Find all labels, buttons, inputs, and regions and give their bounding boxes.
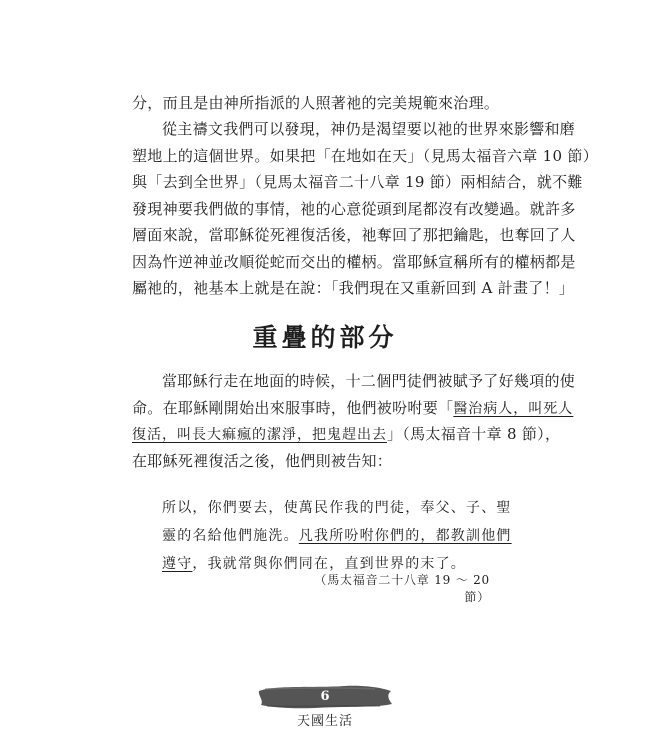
text-run: 靈的名給他們施洗。 [162, 528, 299, 544]
underlined-scripture: 復活，叫長大痲瘋的潔淨，把鬼趕出去 [132, 427, 387, 443]
text-line: 因為忤逆神並改順從蛇而交出的權柄。當耶穌宣稱所有的權柄都是 [132, 252, 576, 271]
text-line [132, 395, 574, 422]
running-footer-title: 天國生活 [296, 714, 353, 729]
text-line: 當耶穌行走在地面的時候，十二個門徒們被賦予了好幾項的使 [162, 372, 576, 390]
block-quote [162, 494, 512, 578]
paragraph-disciples [132, 368, 576, 474]
text-line: 層面來說，當耶穌從死裡復活後，祂奪回了那把鑰匙，也奪回了人 [132, 226, 576, 244]
text-run: 命。在耶穌剛開始出來服事時，他們被吩咐要「 [132, 398, 454, 417]
text-line: 在耶穌死裡復活之後，他們則被告知： [132, 451, 393, 470]
paragraph-lords-prayer [132, 116, 599, 302]
text-line [132, 421, 561, 448]
section-heading: 重疊的部分 [252, 323, 398, 352]
text-line: 屬祂的，祂基本上就是在說：「我們現在又重新回到 A 計畫了！」 [132, 279, 575, 297]
text-run: ，我就常與你們同在，直到世界的末了。 [192, 556, 467, 572]
text-run: 」（馬太福音十章 8 節）， [387, 425, 561, 443]
underlined-scripture: 凡我所吩咐你們的，都教訓他們 [298, 528, 512, 544]
quote-line [162, 522, 512, 550]
text-line: 與「去到全世界」（見馬太福音二十八章 19 節）兩相結合，就不難 [132, 173, 583, 191]
text-line: 從主禱文我們可以發現，神仍是渴望要以祂的世界來影響和磨 [162, 120, 576, 138]
underlined-scripture: 遵守 [162, 556, 193, 572]
underlined-scripture: 醫治病人，叫死人 [453, 400, 574, 417]
quote-reference: （馬太福音二十八章 19 ～ 20 節） [314, 573, 490, 604]
page-number: 6 [320, 689, 330, 704]
page-number-folio [255, 682, 395, 712]
text-line: 塑地上的這個世界。如果把「在地如在天」（見馬太福音六章 10 節） [132, 146, 599, 165]
text-line: 分，而且是由神所指派的人照著祂的完美規範來治理。 [132, 94, 500, 112]
text-line: 發現神要我們做的事情，祂的心意從頭到尾都沒有改變過。就許多 [132, 199, 576, 218]
quote-line: 所以，你們要去，使萬民作我的門徒，奉父、子、聖 [162, 500, 512, 516]
paragraph-continued [132, 90, 522, 117]
